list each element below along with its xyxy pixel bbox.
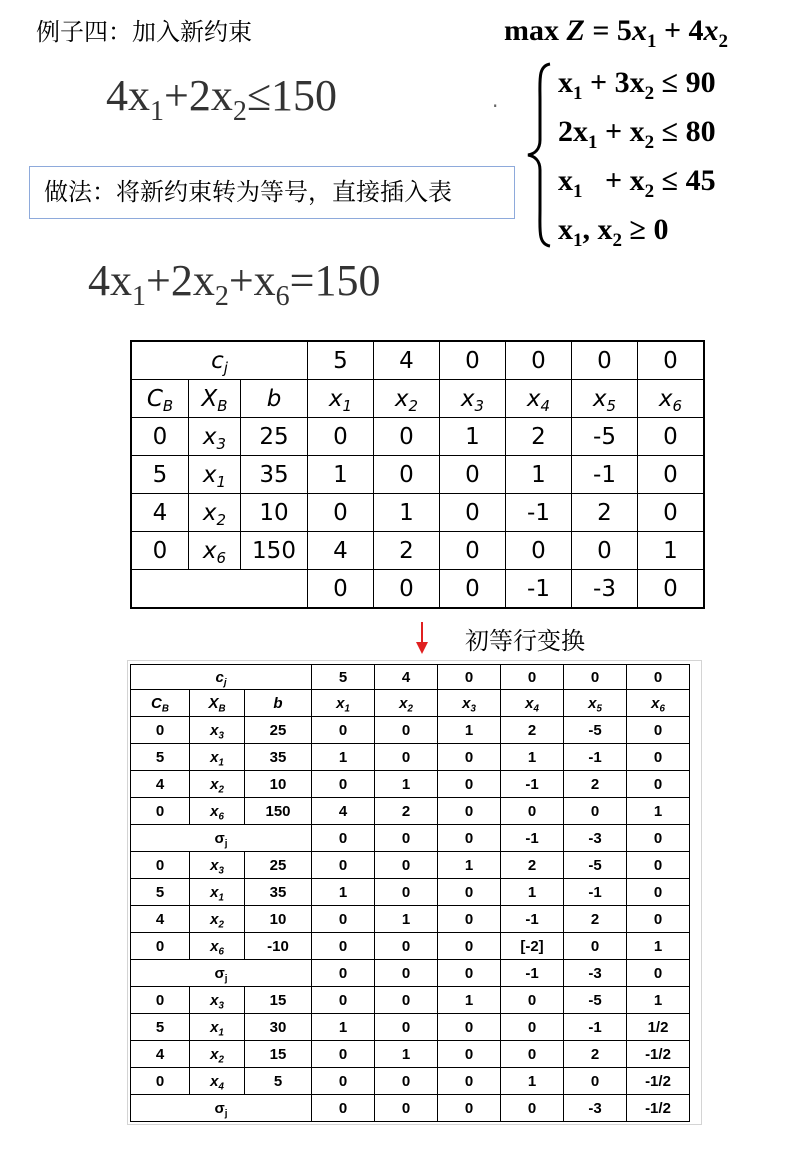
sigma-value: 0 [501, 1095, 564, 1122]
header-var: $x_3$ [438, 690, 501, 717]
coef-cell: 0 [375, 852, 438, 879]
header-cb: $C_B$ [131, 690, 190, 717]
coef-cell: 1 [438, 717, 501, 744]
header-xb: $X_B$ [190, 690, 245, 717]
cb-cell: 0 [131, 532, 189, 570]
cb-cell: 4 [131, 494, 189, 532]
table-row [131, 456, 704, 494]
coef-cell: 0 [627, 879, 690, 906]
sigma-label-cell: $\sigma_j$ [131, 825, 312, 852]
header-var: $x_1$ [308, 380, 374, 418]
coef-cell: -1/2 [627, 1041, 690, 1068]
coef-cell: 1 [638, 532, 705, 570]
stray-dot: · [492, 94, 499, 118]
coef-cell: -1 [564, 1014, 627, 1041]
coef-cell: 0 [564, 1068, 627, 1095]
constraint-line: $x_1 + x_2 \le 45$ [558, 164, 716, 202]
xb-cell: $x_2$ [190, 771, 245, 798]
coef-cell: 2 [501, 852, 564, 879]
cj-value: 0 [627, 665, 690, 690]
table-row [131, 933, 690, 960]
coef-cell: 0 [375, 1014, 438, 1041]
sigma-value: 0 [312, 825, 375, 852]
coef-cell: 0 [374, 456, 440, 494]
cj-row [131, 665, 690, 690]
coef-cell: 0 [375, 717, 438, 744]
simplex-table-transformed [130, 664, 690, 1122]
objective-function: $\max Z = 5x_1 + 4x_2$ [504, 14, 729, 52]
coef-cell: 0 [375, 744, 438, 771]
new-constraint-equality: $4x_1+2x_2+x_6=150$ [88, 256, 381, 312]
cj-label-cell: $c_j$ [131, 341, 308, 380]
coef-cell: 2 [564, 771, 627, 798]
coef-cell: 1 [374, 494, 440, 532]
header-var: $x_4$ [501, 690, 564, 717]
sigma-value: -1 [501, 960, 564, 987]
b-cell: 35 [245, 744, 312, 771]
row-operation-label: 初等行变换 [465, 627, 585, 655]
coef-cell: 1/2 [627, 1014, 690, 1041]
coef-cell: 2 [564, 906, 627, 933]
coef-cell: 0 [438, 1041, 501, 1068]
coef-cell: 2 [506, 418, 572, 456]
header-xb: $X_B$ [189, 380, 241, 418]
table-row [131, 879, 690, 906]
coef-cell: 0 [638, 456, 705, 494]
coef-cell: 0 [312, 1068, 375, 1095]
sigma-value: 0 [374, 570, 440, 609]
b-cell: 35 [241, 456, 308, 494]
coef-cell: 0 [501, 798, 564, 825]
coef-cell: 0 [438, 879, 501, 906]
cj-value: 4 [375, 665, 438, 690]
cj-value: 0 [564, 665, 627, 690]
xb-cell: $x_1$ [190, 1014, 245, 1041]
b-cell: 25 [245, 852, 312, 879]
constraint-line: $x_1$, $x_2 \ge 0$ [558, 213, 669, 251]
cb-cell: 4 [131, 771, 190, 798]
sigma-value: -3 [564, 1095, 627, 1122]
page-title: 例子四：加入新约束 [36, 18, 252, 46]
sigma-value: -1/2 [627, 1095, 690, 1122]
sigma-value: 0 [638, 570, 705, 609]
coef-cell: 0 [438, 1068, 501, 1095]
xb-cell: $x_2$ [189, 494, 241, 532]
cj-value: 0 [440, 341, 506, 380]
table-row [131, 771, 690, 798]
b-cell: 5 [245, 1068, 312, 1095]
simplex-table-original [130, 340, 705, 609]
coef-cell: 1 [440, 418, 506, 456]
coef-cell: 0 [440, 532, 506, 570]
cj-value: 0 [506, 341, 572, 380]
header-var: $x_5$ [572, 380, 638, 418]
coef-cell: 1 [308, 456, 374, 494]
xb-cell: $x_6$ [190, 798, 245, 825]
down-arrow-icon [414, 622, 430, 656]
b-cell: 25 [245, 717, 312, 744]
sigma-row [131, 960, 690, 987]
header-var: $x_3$ [440, 380, 506, 418]
coef-cell: 1 [438, 852, 501, 879]
xb-cell: $x_3$ [190, 852, 245, 879]
xb-cell: $x_1$ [189, 456, 241, 494]
b-cell: 30 [245, 1014, 312, 1041]
sigma-label-cell: $\sigma_j$ [131, 960, 312, 987]
coef-cell: 0 [312, 771, 375, 798]
cj-row [131, 341, 704, 380]
sigma-value: 0 [438, 960, 501, 987]
coef-cell: 0 [440, 456, 506, 494]
coef-cell: 2 [572, 494, 638, 532]
coef-cell: 0 [440, 494, 506, 532]
sigma-label-cell: $\sigma_j$ [131, 1095, 312, 1122]
coef-cell: 1 [627, 987, 690, 1014]
coef-cell: 0 [627, 906, 690, 933]
constraint-brace [524, 60, 554, 250]
cb-cell: 4 [131, 906, 190, 933]
coef-cell: 2 [564, 1041, 627, 1068]
cb-cell: 0 [131, 717, 190, 744]
coef-cell: -1 [501, 906, 564, 933]
cj-value: 5 [312, 665, 375, 690]
b-cell: 10 [241, 494, 308, 532]
coef-cell: 0 [564, 933, 627, 960]
coef-cell: 0 [627, 771, 690, 798]
coef-cell: -1 [564, 744, 627, 771]
cj-value: 0 [572, 341, 638, 380]
cb-cell: 4 [131, 1041, 190, 1068]
coef-cell: 2 [375, 798, 438, 825]
coef-cell: [-2] [501, 933, 564, 960]
coef-cell: 2 [501, 717, 564, 744]
xb-cell: $x_1$ [190, 879, 245, 906]
coef-cell: 1 [501, 879, 564, 906]
sigma-value: 0 [375, 825, 438, 852]
header-var: $x_1$ [312, 690, 375, 717]
coef-cell: 0 [638, 418, 705, 456]
constraint-line: $x_1 + 3x_2 \le 90$ [558, 66, 716, 104]
cb-cell: 0 [131, 852, 190, 879]
coef-cell: 0 [501, 1041, 564, 1068]
sigma-row [131, 570, 704, 609]
sigma-value: 0 [308, 570, 374, 609]
coef-cell: 0 [627, 717, 690, 744]
coef-cell: -5 [564, 987, 627, 1014]
xb-cell: $x_2$ [190, 1041, 245, 1068]
coef-cell: 1 [375, 906, 438, 933]
coef-cell: 0 [308, 494, 374, 532]
coef-cell: 0 [438, 798, 501, 825]
coef-cell: -5 [564, 852, 627, 879]
header-b: b [245, 690, 312, 717]
coef-cell: 0 [438, 933, 501, 960]
cb-cell: 0 [131, 987, 190, 1014]
coef-cell: 2 [374, 532, 440, 570]
coef-cell: 0 [572, 532, 638, 570]
coef-cell: 1 [627, 798, 690, 825]
coef-cell: -5 [564, 717, 627, 744]
sigma-value: 0 [312, 1095, 375, 1122]
table-row [131, 1041, 690, 1068]
sigma-value: 0 [440, 570, 506, 609]
coef-cell: 1 [438, 987, 501, 1014]
coef-cell: 0 [506, 532, 572, 570]
cb-cell: 5 [131, 1014, 190, 1041]
table-row [131, 418, 704, 456]
sigma-value: -3 [572, 570, 638, 609]
coef-cell: 0 [627, 744, 690, 771]
coef-cell: 0 [375, 879, 438, 906]
header-cb: $C_B$ [131, 380, 189, 418]
header-row [131, 690, 690, 717]
coef-cell: 0 [438, 771, 501, 798]
xb-cell: $x_6$ [190, 933, 245, 960]
sigma-value: 0 [627, 960, 690, 987]
cj-value: 0 [638, 341, 705, 380]
b-cell: -10 [245, 933, 312, 960]
cj-label-cell: $c_j$ [131, 665, 312, 690]
cb-cell: 0 [131, 933, 190, 960]
cb-cell: 0 [131, 418, 189, 456]
header-var: $x_6$ [627, 690, 690, 717]
table-row [131, 744, 690, 771]
coef-cell: -1 [572, 456, 638, 494]
cb-cell: 0 [131, 798, 190, 825]
cb-cell: 5 [131, 744, 190, 771]
b-cell: 150 [241, 532, 308, 570]
header-var: $x_4$ [506, 380, 572, 418]
xb-cell: $x_6$ [189, 532, 241, 570]
header-var: $x_6$ [638, 380, 705, 418]
coef-cell: 1 [501, 1068, 564, 1095]
table-row [131, 798, 690, 825]
sigma-row [131, 1095, 690, 1122]
coef-cell: 1 [375, 1041, 438, 1068]
coef-cell: 1 [375, 771, 438, 798]
constraint-system [558, 64, 716, 260]
sigma-value: -3 [564, 825, 627, 852]
b-cell: 10 [245, 906, 312, 933]
method-note-box: 做法：将新约束转为等号，直接插入表 [29, 166, 515, 219]
b-cell: 35 [245, 879, 312, 906]
cj-value: 0 [438, 665, 501, 690]
coef-cell: 0 [501, 1014, 564, 1041]
new-constraint-inequality: $4x_1+2x_2\le 150$ [106, 71, 337, 127]
coef-cell: 1 [506, 456, 572, 494]
xb-cell: $x_1$ [190, 744, 245, 771]
sigma-label-cell [131, 570, 308, 609]
sigma-value: 0 [627, 825, 690, 852]
coef-cell: 0 [312, 933, 375, 960]
coef-cell: -1 [564, 879, 627, 906]
sigma-value: -1 [501, 825, 564, 852]
coef-cell: 4 [312, 798, 375, 825]
coef-cell: 0 [375, 987, 438, 1014]
b-cell: 10 [245, 771, 312, 798]
xb-cell: $x_4$ [190, 1068, 245, 1095]
coef-cell: 0 [312, 1041, 375, 1068]
sigma-value: -3 [564, 960, 627, 987]
coef-cell: 0 [312, 717, 375, 744]
header-row [131, 380, 704, 418]
header-var: $x_2$ [375, 690, 438, 717]
sigma-value: 0 [438, 825, 501, 852]
cj-value: 0 [501, 665, 564, 690]
coef-cell: 1 [312, 744, 375, 771]
b-cell: 25 [241, 418, 308, 456]
coef-cell: 0 [375, 933, 438, 960]
table-row [131, 1068, 690, 1095]
header-var: $x_2$ [374, 380, 440, 418]
coef-cell: 0 [374, 418, 440, 456]
sigma-row [131, 825, 690, 852]
b-cell: 150 [245, 798, 312, 825]
coef-cell: 1 [501, 744, 564, 771]
coef-cell: 1 [627, 933, 690, 960]
table-row [131, 494, 704, 532]
coef-cell: 0 [312, 906, 375, 933]
coef-cell: 0 [438, 906, 501, 933]
table-row [131, 852, 690, 879]
constraint-line: $2x_1 + x_2 \le 80$ [558, 115, 716, 153]
coef-cell: 1 [312, 1014, 375, 1041]
cb-cell: 5 [131, 456, 189, 494]
coef-cell: -1 [506, 494, 572, 532]
cb-cell: 0 [131, 1068, 190, 1095]
sigma-value: 0 [312, 960, 375, 987]
table-row [131, 717, 690, 744]
xb-cell: $x_3$ [189, 418, 241, 456]
table-row [131, 532, 704, 570]
coef-cell: -1/2 [627, 1068, 690, 1095]
header-var: $x_5$ [564, 690, 627, 717]
header-b: b [241, 380, 308, 418]
coef-cell: 1 [312, 879, 375, 906]
coef-cell: 0 [501, 987, 564, 1014]
coef-cell: 0 [312, 852, 375, 879]
table-row [131, 1014, 690, 1041]
coef-cell: -5 [572, 418, 638, 456]
coef-cell: 0 [438, 1014, 501, 1041]
coef-cell: 0 [564, 798, 627, 825]
b-cell: 15 [245, 1041, 312, 1068]
coef-cell: 0 [438, 744, 501, 771]
cj-value: 5 [308, 341, 374, 380]
coef-cell: 0 [375, 1068, 438, 1095]
coef-cell: 0 [627, 852, 690, 879]
coef-cell: 0 [638, 494, 705, 532]
cj-value: 4 [374, 341, 440, 380]
sigma-value: 0 [438, 1095, 501, 1122]
b-cell: 15 [245, 987, 312, 1014]
table-row [131, 906, 690, 933]
sigma-value: 0 [375, 1095, 438, 1122]
sigma-value: -1 [506, 570, 572, 609]
coef-cell: 0 [308, 418, 374, 456]
coef-cell: 0 [312, 987, 375, 1014]
table-row [131, 987, 690, 1014]
sigma-value: 0 [375, 960, 438, 987]
xb-cell: $x_3$ [190, 987, 245, 1014]
coef-cell: -1 [501, 771, 564, 798]
coef-cell: 4 [308, 532, 374, 570]
xb-cell: $x_2$ [190, 906, 245, 933]
cb-cell: 5 [131, 879, 190, 906]
xb-cell: $x_3$ [190, 717, 245, 744]
